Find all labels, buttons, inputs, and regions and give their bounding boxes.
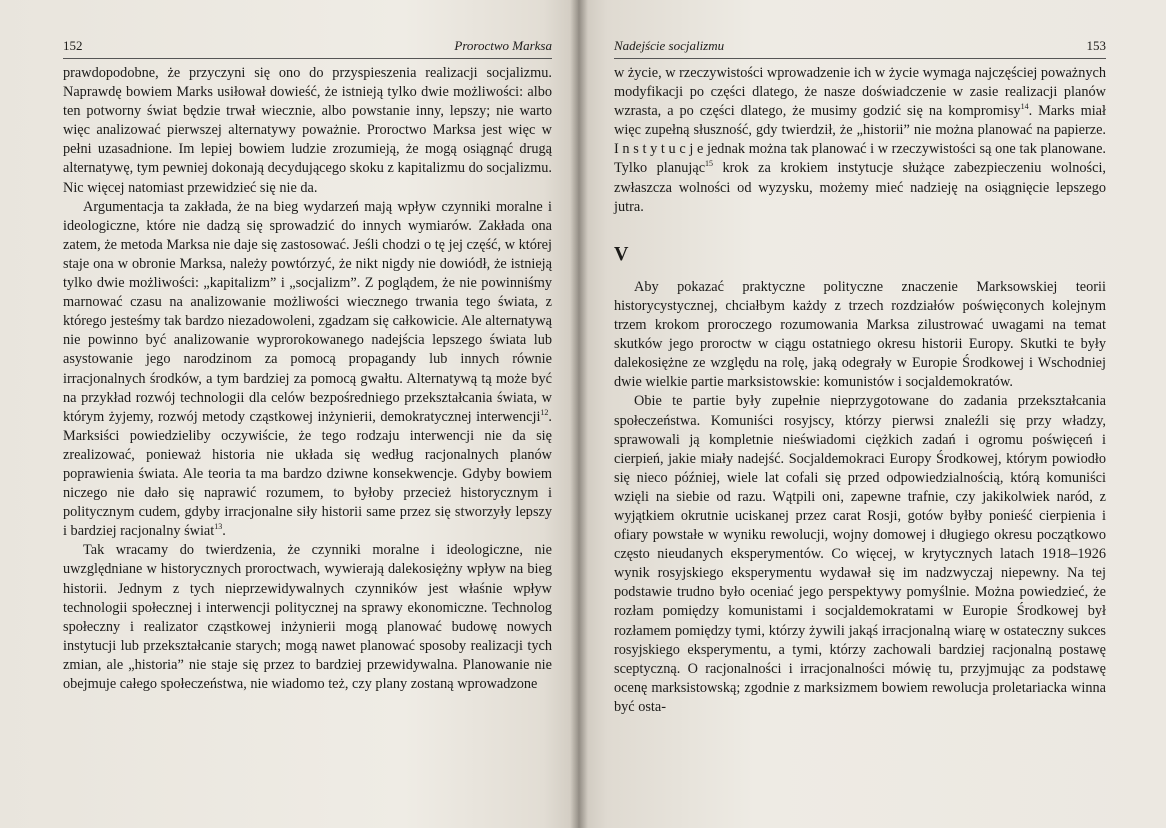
footnote-marker[interactable]: 14	[1020, 102, 1029, 112]
paragraph	[614, 64, 1106, 217]
page-number: 153	[1086, 38, 1106, 53]
paragraph-text: . Marks miał więc zupełną słuszność, gdy twierdził, że „historii” nie można planować na papierze. I n s t y t u c j e jednak można tak planować i w rzeczywistości są one tak planowane. Tylko planując	[614, 103, 1106, 177]
paragraph-text: . Marksiści powiedzieliby oczywiście, że tego rodzaju interwencji nie da się zrealizować, ponieważ historia nie układa się według racjonalnych planów poprawienia świata. Ale teoria ta ma bardzo dziwne konsekwencje. Gdyby bowiem niczego nie dało się naprawić rozumem, to byłoby przecież historycznym i politycznym cudem, gdyby irracjonalne siły historii same przez się stworzyły lepszy i bardziej racjonalny świat	[63, 408, 552, 540]
paragraph: prawdopodobne, że przyczyni się ono do przyspieszenia realizacji socjalizmu. Naprawdę bowiem Marks usiłował dowieść, że istnieją tylko dwie możliwości: albo ten potworny świat będzie trwał wiecznie, albo powstanie inny, lepszy; nie warto więc analizować pierwszej alternatywy poważnie. Proroctwo Marksa jest więc w pełni uzasadnione. Im lepiej bowiem ludzie zrozumieją, że mogą osiągnąć drugą alternatywę, tym pewniej dokonają decydującego skoku z kapitalizmu do socjalizmu. Nic więcej natomiast przewidzieć się nie da.	[63, 65, 552, 196]
footnote-marker[interactable]: 15	[705, 159, 714, 169]
running-head-right	[614, 38, 1106, 59]
footnote-marker[interactable]: 13	[214, 522, 223, 532]
right-page	[578, 0, 1166, 828]
left-page-text	[63, 64, 552, 694]
paragraph-text: krok za krokiem instytucje służące zabezpieczeniu wolności, zwłaszcza wolności od wyzysku, możemy mieć nadzieję na osiągnięcie lepszego jutra.	[614, 160, 1106, 215]
paragraph: Obie te partie były zupełnie nieprzygotowane do zadania przekształcania społeczeństwa. Komuniści rosyjscy, którzy pierwsi znaleźli się przy władzy, sprawowali ją kompletnie nieświadomi ciężkich zadań i ogromu poświęceń i cierpień, jakie miały nadejść. Socjaldemokraci Europy Środkowej, którym powiodło się nieco później, wiele lat cofali się przed odpowiedzialnością, którą komuniści wzięli na siebie od razu. Wątpili oni, zapewne trafnie, czy jakikolwiek naród, z wyjątkiem okrutnie uciskanej przez carat Rosji, gotów byłby ponieść cierpienia i ofiary powstałe w wyniku rewolucji, wojny domowej i długiego okresu początkowo często nieudanych eksperymentów. Co więcej, w krytycznych latach 1918–1926 wynik rosyjskiego eksperymentu wydawał się im nadzwyczaj niepewny. Na tej podstawie trudno było oceniać jego perspektywy pomyślnie. Można powiedzieć, że rozłam pomiędzy komunistami i socjaldemokratami w Europie Środkowej był rozłamem pomiędzy tymi, którzy żywili jakąś irracjonalną wiarę w ostateczny sukces rosyjskiego eksperymentu, a tymi, którzy zachowali bardziej racjonalną postawę sceptyczną. O racjonalności i irracjonalności mówię tu, przyjmując za podstawę ocenę marksistowską; zgodnie z marksizmem bowiem rewolucja proletariacka winna być osta-	[614, 393, 1106, 715]
paragraph: Aby pokazać praktyczne polityczne znaczenie Marksowskiej teorii historycystycznej, chciałbym każdy z trzech rozdziałów poświęconych kolejnym trzem krokom proroczego rozumowania Marksa zilustrować uwagami na temat skutków jego proroctw w ciągu ostatniego okresu historii Europy. Skutki te były dalekosiężne ze względu na rolę, jaką odegrały w Europie Środkowej i Wschodniej dwie wielkie partie marksistowskie: komunistów i socjaldemokratów.	[614, 278, 1106, 391]
footnote-marker[interactable]: 12	[540, 407, 549, 417]
paragraph-text: Argumentacja ta zakłada, że na bieg wydarzeń mają wpływ czynniki moralne i ideologiczne, które nie dadzą się sprowadzić do innych wymiarów. Zakłada ona zatem, że metoda Marksa nie daje się zastosować. Jeśli chodzi o tę jej część, w której staje ona w obronie Marksa, należy powtórzyć, że nikt nigdy nie dowiódł, że istnieją tylko dwie możliwości: „kapitalizm” i „socjalizm”. Z poglądem, że nie powinniśmy marnować czasu na analizowanie możliwości wiecznego trwania tego świata, z którego jesteśmy tak bardzo niezadowoleni, zgadzam się całkowicie. Ale alternatywą nie powinno być analizowanie wyprorokowanego nadejścia lepszego świata lub asystowanie jego narodzinom za pomocą propagandy lub innych równie irracjonalnych środków, a tym bardziej za pomocą gwałtu. Alternatywą tą może być na przykład rozwój technologii dla celów bezpośredniego przekształcania świata, w którym żyjemy, rozwój metody cząstkowej inżynierii, demokratycznej interwencji	[63, 198, 552, 425]
left-page	[0, 0, 578, 828]
right-page-text	[614, 64, 1106, 717]
running-head-title: Nadejście socjalizmu	[614, 38, 725, 53]
section-numeral: V	[614, 242, 629, 265]
paragraph-text: w życie, w rzeczywistości wprowadzenie ich w życie wymaga najczęściej poważnych modyfikacji po części dlatego, że nasze doświadczenie w zasie realizacji planów wzrasta, a po części dlatego, że musimy godzić się na kompromisy	[614, 65, 1106, 120]
running-head-left	[63, 38, 552, 59]
running-head-title: Proroctwo Marksa	[454, 38, 552, 53]
paragraph: Tak wracamy do twierdzenia, że czynniki moralne i ideologiczne, nie uwzględniane w historycznych proroctwach, wywierają dalekosiężny wpływ na bieg historii. Jednym z tych nieprzewidywalnych czynników jest właśnie wpływ technologii społecznej i interwencji politycznej na sprawy ekonomiczne. Technolog społeczny i realizator cząstkowej inżynierii mogą planować budowę nowych instytucji lub przekształcanie starych; mogą nawet planować sposoby realizacji tych zmian, ale „historia” nie staje się przez to bardziej przewidywalna. Planowanie nie obejmuje całego społeczeństwa, nie wiadomo też, czy plany zostaną wprowadzone	[63, 542, 552, 692]
paragraph	[63, 198, 552, 542]
paragraph-text: .	[222, 523, 226, 540]
book-gutter	[570, 0, 588, 828]
page-number: 152	[63, 38, 83, 53]
